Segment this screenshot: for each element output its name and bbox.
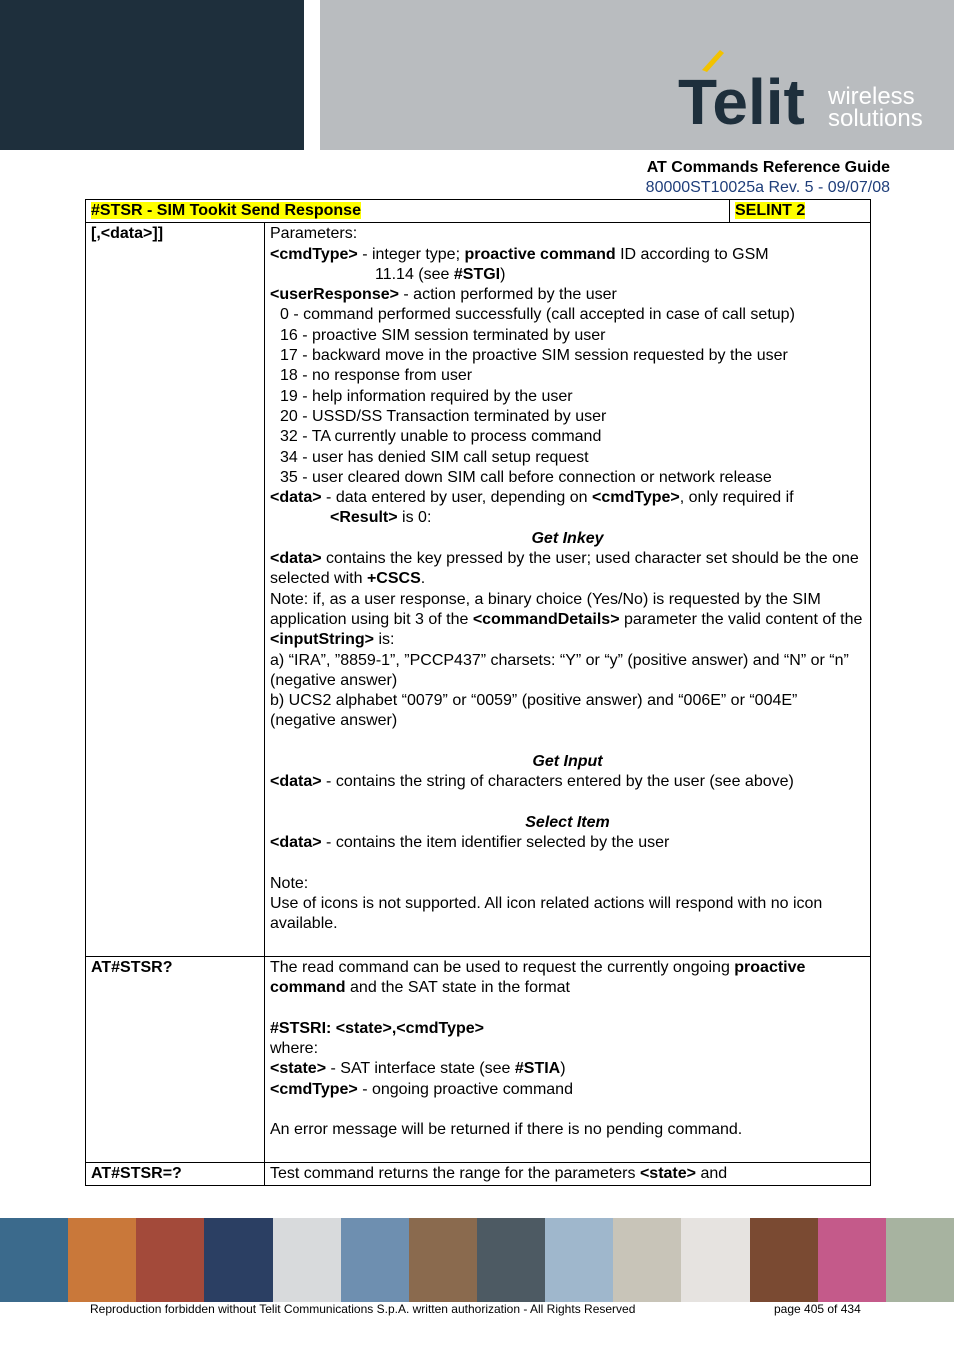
logo-solutions-text: solutions	[828, 105, 923, 132]
spacer	[270, 793, 865, 813]
footer-photo	[886, 1218, 954, 1302]
footer-photo	[477, 1218, 545, 1302]
table-row	[86, 1162, 871, 1185]
table-title-row	[86, 200, 871, 223]
footer-photo	[204, 1218, 272, 1302]
read-command-text: The read command can be used to request the currently ongoing proactive command and the SAT state in the format	[270, 958, 806, 997]
userresponse-value: 16 - proactive SIM session terminated by user	[280, 326, 606, 344]
row-label: AT#STSR=?	[86, 1162, 265, 1185]
spacer	[270, 999, 865, 1019]
footer-photo	[341, 1218, 409, 1302]
spacer	[270, 854, 865, 874]
data-param-cont: <Result> is 0:	[330, 509, 432, 527]
binary-choice-note: Note: if, as a user response, a binary choice (Yes/No) is requested by the SIM application using bit 3 of the <commandDetails> parameter the valid content of the <inputString> is:	[270, 590, 863, 649]
userresponse-value: 17 - backward move in the proactive SIM session requested by the user	[280, 347, 788, 365]
footer-photo	[273, 1218, 341, 1302]
telit-logo	[676, 44, 936, 134]
footer-photo-strip	[0, 1218, 954, 1302]
footer-photo	[545, 1218, 613, 1302]
command-table	[85, 199, 871, 1186]
where-label: where:	[270, 1040, 319, 1058]
state-param: <state> - SAT interface state (see #STIA)	[270, 1060, 566, 1078]
read-format: #STSRI: <state>,<cmdType>	[270, 1019, 485, 1037]
userresponse-value: 18 - no response from user	[280, 367, 473, 385]
footer-photo	[750, 1218, 818, 1302]
selint-badge: SELINT 2	[735, 202, 806, 219]
option-b: b) UCS2 alphabet “0079” or “0059” (positive answer) and “006E” or “004E” (negative answer)	[270, 692, 798, 730]
document-title: AT Commands Reference Guide	[646, 159, 890, 176]
userresponse-value: 32 - TA currently unable to process command	[280, 428, 602, 446]
table-row	[86, 956, 871, 1162]
footer-photo	[409, 1218, 477, 1302]
footer-photo	[681, 1218, 749, 1302]
row-label: [,<data>]]	[86, 223, 265, 957]
table-title: #STSR - SIM Tookit Send Response	[91, 202, 361, 219]
table-row	[86, 223, 871, 957]
footer-photo	[0, 1218, 68, 1302]
userresponse-value: 19 - help information required by the user	[280, 387, 573, 405]
option-a: a) “IRA”, ”8859-1”, ”PCCP437” charsets: “Y” or “y” (positive answer) and “N” or “n” (negative answer)	[270, 651, 849, 689]
error-note: An error message will be returned if there is no pending command.	[270, 1121, 743, 1139]
page-number: page 405 of 434	[774, 1302, 861, 1316]
footer-photo	[613, 1218, 681, 1302]
userresponse-value: 0 - command performed successfully (call accepted in case of call setup)	[280, 306, 795, 324]
userresponse-value: 35 - user cleared down SIM call before connection or network release	[280, 468, 772, 486]
row-description	[265, 1162, 871, 1185]
spacer	[270, 1141, 865, 1161]
icons-note-title: Note:	[270, 874, 309, 892]
icons-note-text: Use of icons is not supported. All icon related actions will respond with no icon available.	[270, 895, 823, 933]
document-revision: 80000ST10025a Rev. 5 - 09/07/08	[645, 179, 890, 196]
userresponse-value: 20 - USSD/SS Transaction terminated by user	[280, 407, 607, 425]
get-input-heading: Get Input	[532, 753, 603, 771]
get-input-text: <data> - contains the string of characters entered by the user (see above)	[270, 773, 794, 791]
spacer	[270, 732, 865, 752]
spacer	[270, 1100, 865, 1120]
footer-photo	[818, 1218, 886, 1302]
footer-copyright: Reproduction forbidden without Telit Communications S.p.A. written authorization - All Rights Reserved	[90, 1302, 636, 1316]
spacer	[270, 935, 865, 955]
logo-wireless-text: wireless	[828, 83, 915, 110]
row-description	[265, 956, 871, 1162]
cmdtype-param-cont: 11.14 (see #STGI)	[375, 265, 506, 283]
header-dark-panel	[0, 0, 304, 150]
data-param: <data> - data entered by user, depending on <cmdType>, only required if	[270, 489, 794, 507]
footer-photo	[136, 1218, 204, 1302]
select-item-text: <data> - contains the item identifier selected by the user	[270, 834, 670, 852]
cmdtype-param: <cmdType> - integer type; proactive command ID according to GSM	[270, 245, 769, 263]
footer-photo	[68, 1218, 136, 1302]
row-label: AT#STSR?	[86, 956, 265, 1162]
logo-telit-text: Telit	[678, 66, 805, 134]
parameters-heading: Parameters:	[270, 225, 358, 243]
row-description	[265, 223, 871, 957]
get-inkey-heading: Get Inkey	[531, 529, 604, 547]
userresponse-param: <userResponse> - action performed by the user	[270, 286, 617, 304]
get-inkey-text: <data> contains the key pressed by the user; used character set should be the one selected with +CSCS.	[270, 550, 859, 588]
cmdtype-ongoing-param: <cmdType> - ongoing proactive command	[270, 1080, 573, 1098]
userresponse-value: 34 - user has denied SIM call setup request	[280, 448, 589, 466]
select-item-heading: Select Item	[525, 813, 610, 831]
test-command-text: Test command returns the range for the parameters <state> and	[270, 1164, 728, 1182]
